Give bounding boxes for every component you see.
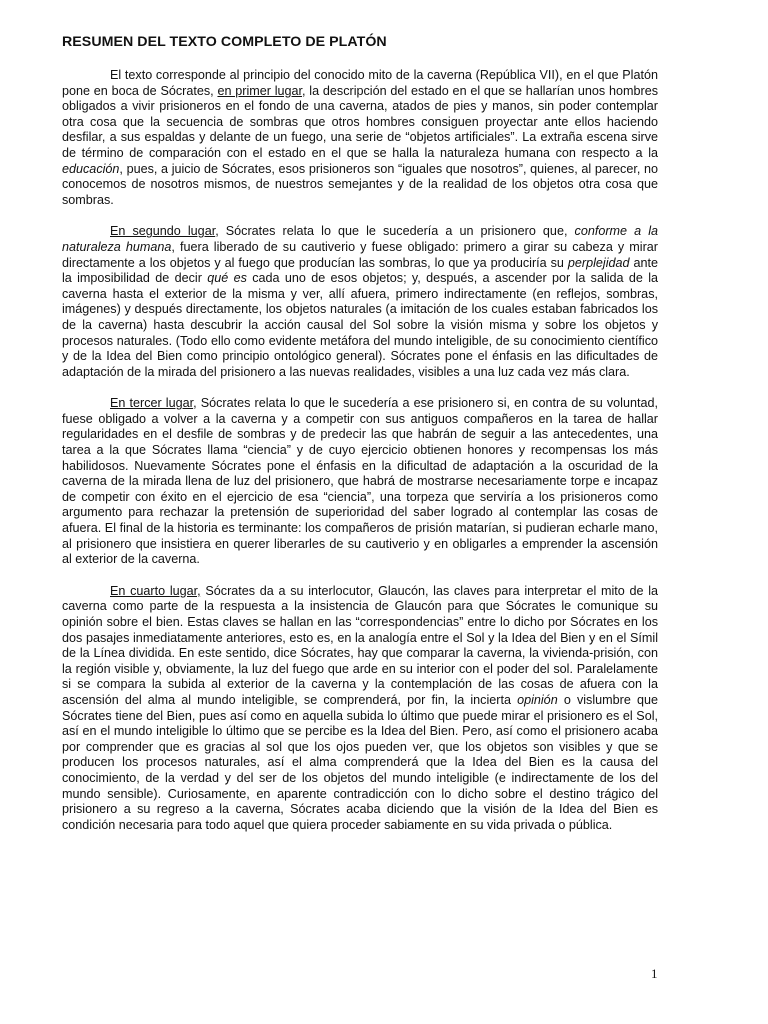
document-title: RESUMEN DEL TEXTO COMPLETO DE PLATÓN <box>62 34 387 50</box>
text-run: El texto corresponde al principio del conocido mito de la caverna (República VII), en el que Platón pone en boca de Sócrates, <box>62 68 658 98</box>
text-run: cada uno de esos objetos; y, después, a ascender por la salida de la caverna hasta el exterior de la misma y ver, allí afuera, primero indirectamente (en reflejos, sombras, imágenes) y después directamente, los objetos naturales (a imitación de los cuales estaban fabricados los de la caverna) hasta descubrir la acción causal del Sol sobre la visión misma y sobre los objetos y procesos naturales. (Todo ello como evidente metáfora del mundo inteligible, de su conocimiento científico y de la Idea del Bien como principio ontológico general). Sócrates pone el énfasis en las dificultades de adaptación de la mirada del prisionero a las nuevas realidades, visibles a una luz cada vez más clara. <box>62 271 659 379</box>
text-run: , pues, a juicio de Sócrates, esos prisioneros son “iguales que nosotros”, quienes, al parecer, no conocemos de nosotros mismos, de nuestros semejantes y de la realidad de los objetos otra cosa que sombras. <box>62 161 658 207</box>
paragraph-1 <box>62 68 658 208</box>
paragraph-2 <box>62 224 658 380</box>
text-run: , fuera liberado de su cautiverio y fuese obligado: primero a girar su cabeza y mirar directamente a los objetos y al fuego que producían las sombras, lo que ya produciría su <box>62 239 658 270</box>
document-page <box>62 33 658 849</box>
italic-phrase: opinión <box>517 692 558 707</box>
text-run: ante la imposibilidad de decir <box>62 255 658 286</box>
underlined-phrase: En segundo lugar <box>110 224 216 239</box>
underlined-phrase: En cuarto lugar, <box>110 583 201 598</box>
text-run: , la descripción del estado en el que se hallarían unos hombres obligados a vivir prisioneros en el fondo de una caverna, atados de pies y manos, sin poder contemplar otra cosa que la secuencia de sombras que otros hombres consiguen proyectar ante ellos haciendo desfilar, a sus espaldas y delante de un fuego, una serie de “objetos artificiales”. La extraña escena sirve de término de comparación con el estado en el que se halla la naturaleza humana con respecto a la <box>62 83 658 160</box>
text-run: , Sócrates relata lo que le sucedería a ese prisionero si, en contra de su voluntad, fuese obligado a volver a la caverna y a competir con sus antiguos compañeros en la tarea de hallar regularidades en el desfile de sombras y de predecir las que habrán de seguir a las antecedentes, una tarea a la que Sócrates llama “ciencia” y de cuyo ejercicio obtienen honores y recompensas los más habilidosos. Nuevamente Sócrates pone el énfasis en la dificultad de adaptación a la oscuridad de la caverna de la mirada llena de luz del prisionero, que habrá de mostrarse necesariamente torpe e incapaz de competir con éxito en el ejercicio de esa “ciencia”, una torpeza que serviría a los prisioneros como argumento para rechazar la pretensión de superioridad del saber logrado al contemplar las cosas de afuera. El final de la historia es terminante: los compañeros de prisión matarían, si pudieran echarle mano, al prisionero que insistiera en querer liberarles de su cautiverio y en obligarles a emprender la ascensión al exterior de la caverna. <box>62 396 658 567</box>
italic-phrase: qué es <box>207 271 247 286</box>
text-run: Sócrates da a su interlocutor, Glaucón, las claves para interpretar el mito de la caverna como parte de la respuesta a la insistencia de Glaucón para que Sócrates le comunique su opinión sobre el bien. Estas claves se hallan en las “correspondencias” entre lo dicho por Sócrates en los dos pasajes inmediatamente anteriores, esto es, en la analogía entre el Sol y la Idea del Bien y en el Símil de la Línea dividida. En este sentido, dice Sócrates, hay que comparar la caverna, la vivienda-prisión, con la región visible y, obviamente, la luz del fuego que arde en su interior con el poder del sol. Paralelamente si se compara la subida al exterior de la caverna y la contemplación de las cosas de afuera con la ascensión del alma al mundo inteligible, se comprenderá, por fin, la incierta <box>62 583 658 707</box>
text-run: o vislumbre que Sócrates tiene del Bien, pues así como en aquella subida lo último que puede mirar el prisionero es el Sol, así en el mundo inteligible lo último que se percibe es la Idea del Bien. Pero, así como el prisionero acaba por comprender que es gracias al sol que los ojos pueden ver, que los objetos son visibles y que se producen los procesos naturales, así el alma comprenderá que la Idea del Bien es la causa del conocimiento, de la verdad y del ser de los objetos del mundo inteligible (e indirectamente de los del mundo sensible). Curiosamente, en aparente contradicción con lo dicho sobre el destino trágico del prisionero a su regreso a la caverna, Sócrates acaba diciendo que la visión de la Idea del Bien es condición necesaria para todo aquel que quiera proceder sabiamente en su vida privada o pública. <box>62 692 658 832</box>
italic-phrase: conforme a la naturaleza humana <box>62 224 658 254</box>
underlined-phrase: En tercer lugar <box>110 396 194 411</box>
underlined-phrase: en primer lugar <box>217 83 303 98</box>
italic-phrase: educación <box>62 161 120 176</box>
text-run: , Sócrates relata lo que le sucedería a un prisionero que, <box>215 224 575 239</box>
paragraph-4 <box>62 584 658 834</box>
italic-phrase: perplejidad <box>567 255 630 270</box>
paragraph-3 <box>62 396 658 568</box>
page-number: 1 <box>651 966 658 981</box>
